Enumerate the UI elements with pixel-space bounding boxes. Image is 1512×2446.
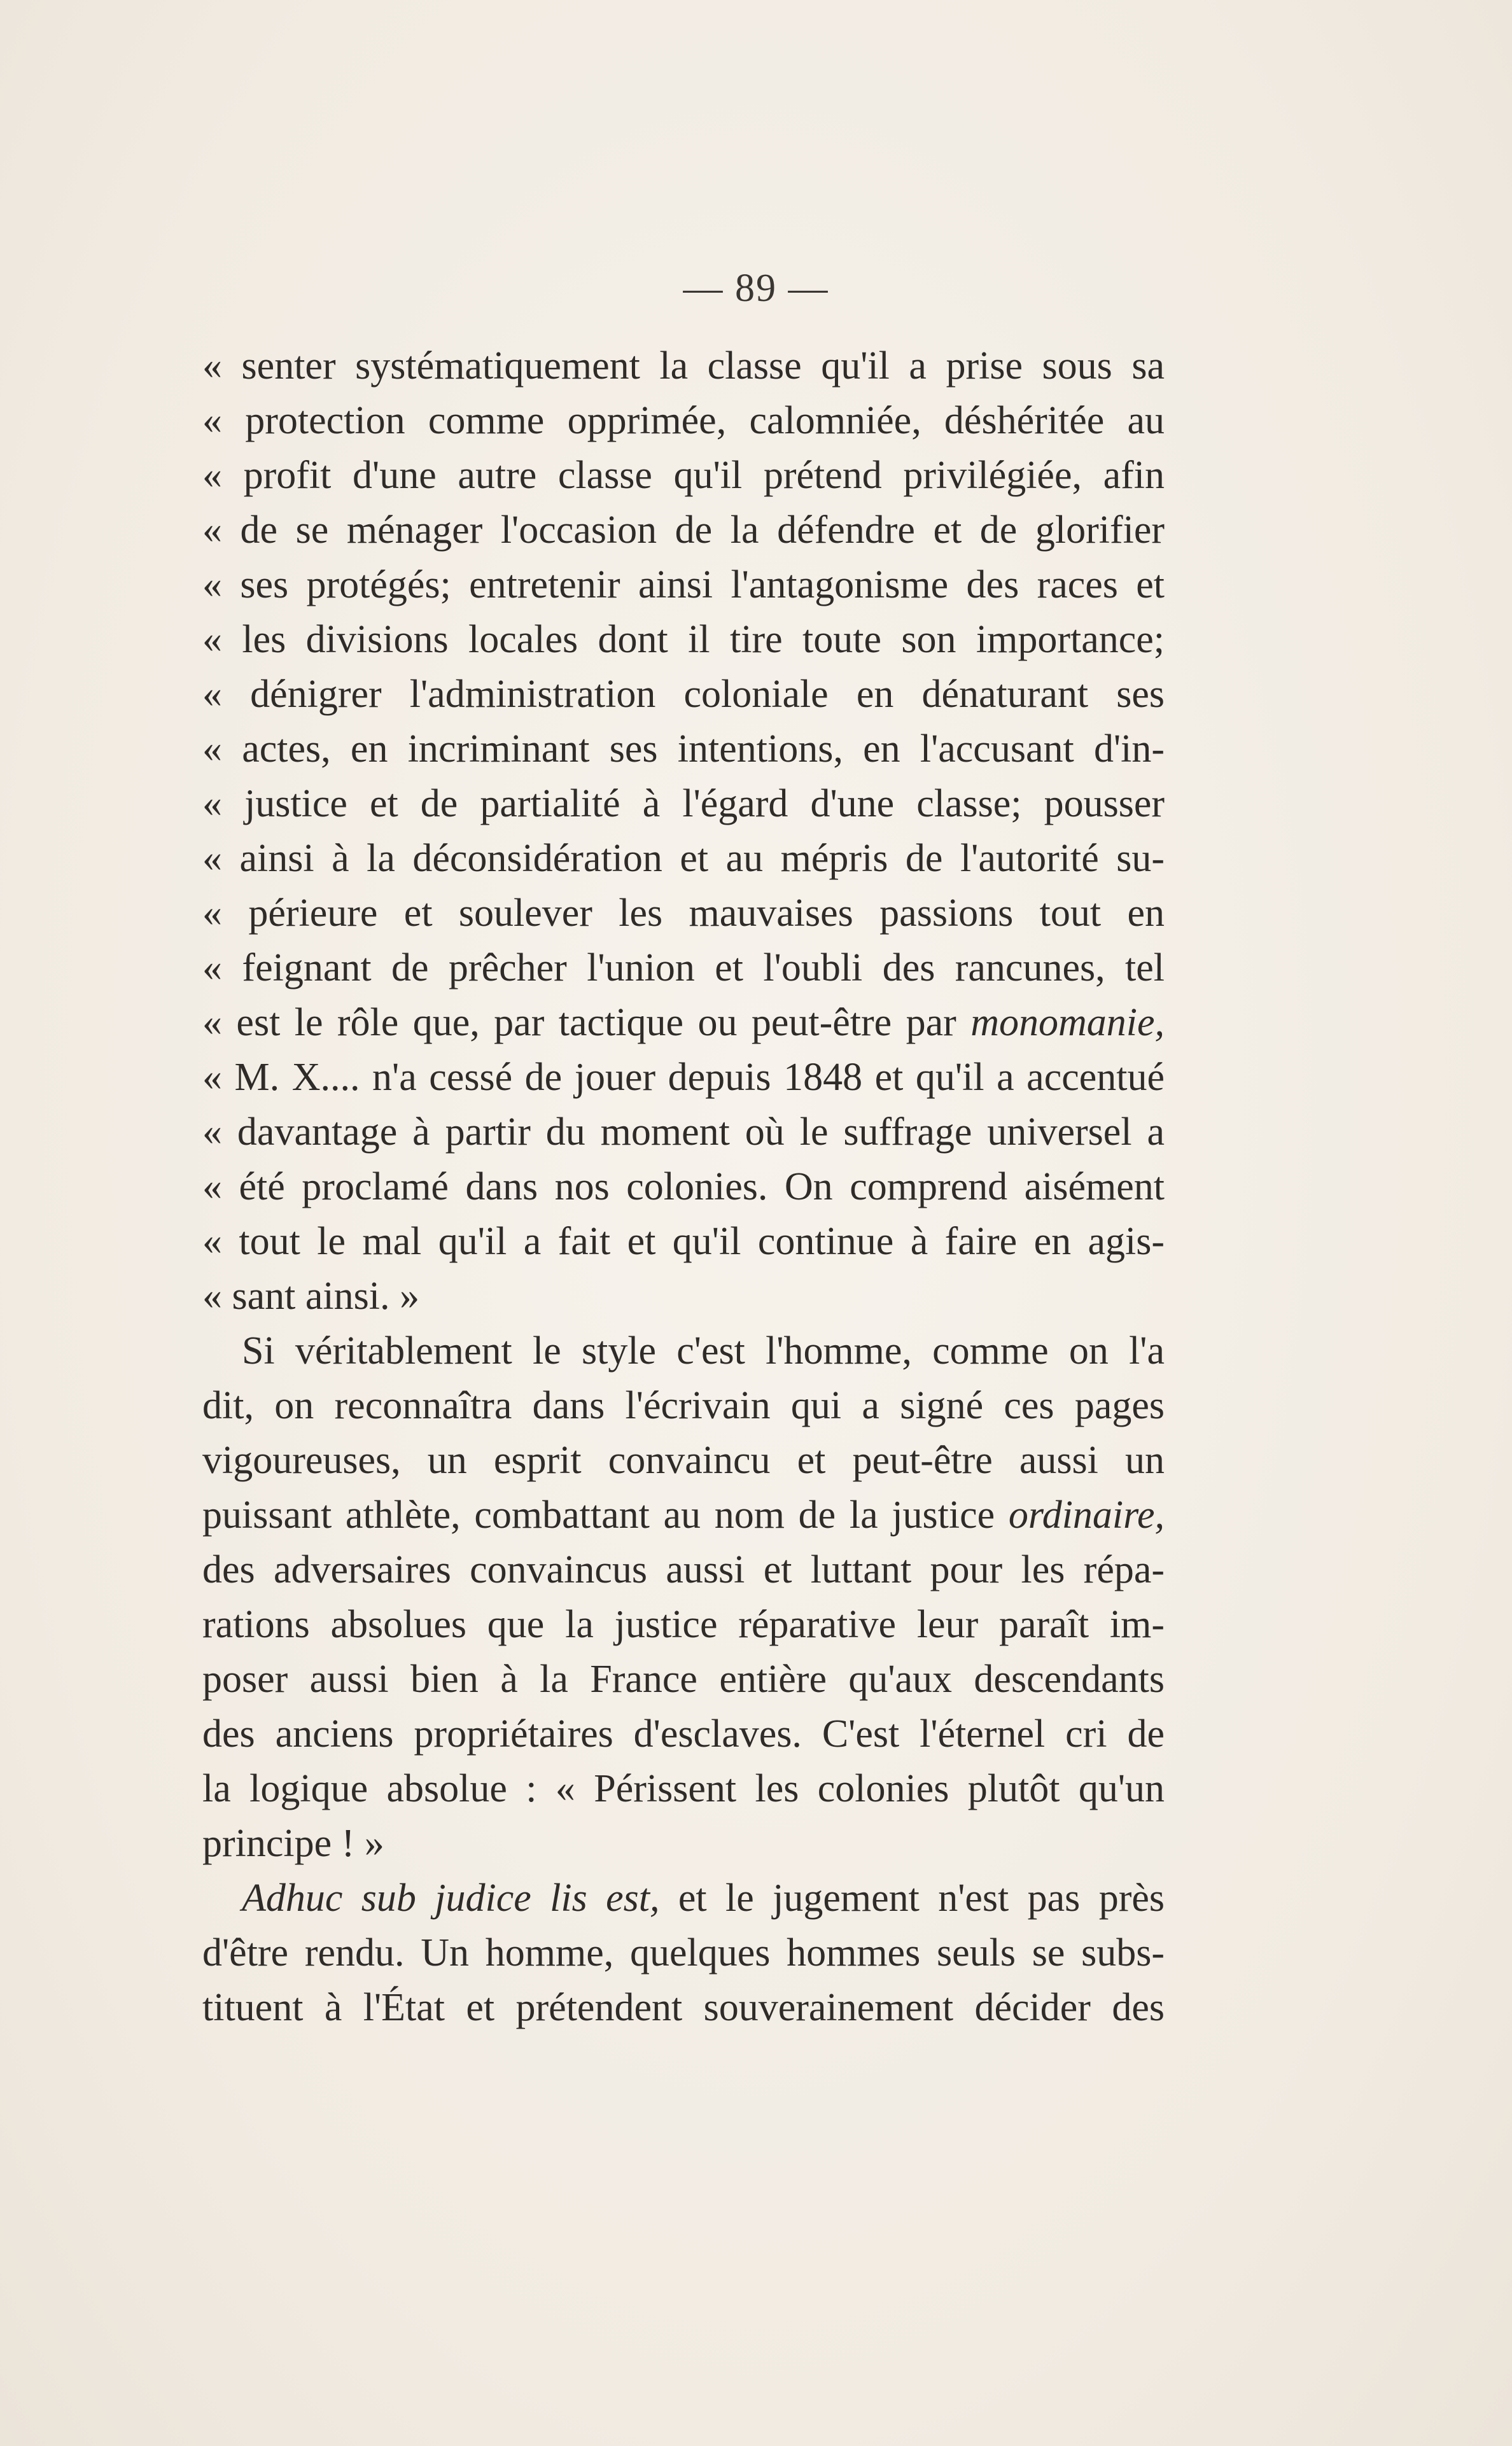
text-line: « M. X.... n'a cessé de jouer depuis 1848 et qu'il a accentué bbox=[202, 1056, 1165, 1099]
text-line: « tout le mal qu'il a fait et qu'il continue à faire en agis- bbox=[202, 1220, 1165, 1263]
paragraph-start-line bbox=[202, 1871, 1165, 1925]
text-line: d'être rendu. Un homme, quelques hommes seuls se subs- bbox=[202, 1931, 1165, 1974]
text-line: « sant ainsi. » bbox=[202, 1275, 419, 1318]
text-line: tituent à l'État et prétendent souverainement décider des bbox=[202, 1986, 1165, 2029]
text-line: « périeure et soulever les mauvaises passions tout en bbox=[202, 891, 1165, 935]
body-text bbox=[202, 339, 1165, 2035]
text-line: vigoureuses, un esprit convaincu et peut-être aussi un bbox=[202, 1439, 1165, 1482]
page-number: — 89 — bbox=[683, 267, 829, 310]
text-line: « justice et de partialité à l'égard d'une classe; pousser bbox=[202, 782, 1165, 825]
text-line: « les divisions locales dont il tire toute son importance; bbox=[202, 618, 1165, 661]
paragraph-start-line: Si véritablement le style c'est l'homme, comme on l'a bbox=[242, 1329, 1165, 1373]
text-line: « actes, en incriminant ses intentions, en l'accusant d'in- bbox=[202, 727, 1165, 771]
text-span: « est le rôle que, par tactique ou peut-être par bbox=[202, 1001, 971, 1044]
text-line: « davantage à partir du moment où le suffrage universel a bbox=[202, 1110, 1165, 1154]
text-line: « été proclamé dans nos colonies. On comprend aisément bbox=[202, 1165, 1165, 1208]
text-line: principe ! » bbox=[202, 1822, 384, 1865]
text-line bbox=[202, 1488, 1165, 1542]
text-span: puissant athlète, combattant au nom de la justice bbox=[202, 1493, 1009, 1537]
text-line: « protection comme opprimée, calomniée, déshéritée au bbox=[202, 399, 1165, 442]
text-line: poser aussi bien à la France entière qu'aux descendants bbox=[202, 1658, 1165, 1701]
text-line: la logique absolue : « Périssent les colonies plutôt qu'un bbox=[202, 1767, 1165, 1810]
italic-span: monomanie, bbox=[970, 1001, 1165, 1044]
text-line: « dénigrer l'administration coloniale en dénaturant ses bbox=[202, 673, 1165, 716]
text-line: « profit d'une autre classe qu'il prétend privilégiée, afin bbox=[202, 454, 1165, 497]
text-line: dit, on reconnaîtra dans l'écrivain qui a signé ces pages bbox=[202, 1384, 1165, 1427]
italic-span: Adhuc sub judice lis est, bbox=[242, 1876, 660, 1920]
text-line: des adversaires convaincus aussi et luttant pour les répa- bbox=[202, 1548, 1165, 1591]
italic-span: ordinaire, bbox=[1008, 1493, 1165, 1537]
text-line: des anciens propriétaires d'esclaves. C'est l'éternel cri de bbox=[202, 1712, 1165, 1756]
text-line: « feignant de prêcher l'union et l'oubli des rancunes, tel bbox=[202, 946, 1165, 989]
text-line: « de se ménager l'occasion de la défendre et de glorifier bbox=[202, 508, 1165, 552]
text-line: « ses protégés; entretenir ainsi l'antagonisme des races et bbox=[202, 563, 1165, 606]
text-line: rations absolues que la justice réparative leur paraît im- bbox=[202, 1603, 1165, 1646]
text-line: « senter systématiquement la classe qu'il a prise sous sa bbox=[202, 344, 1165, 388]
text-line bbox=[202, 995, 1165, 1050]
text-span: et le jugement n'est pas près bbox=[659, 1876, 1165, 1920]
text-line: « ainsi à la déconsidération et au mépris de l'autorité su- bbox=[202, 837, 1165, 880]
